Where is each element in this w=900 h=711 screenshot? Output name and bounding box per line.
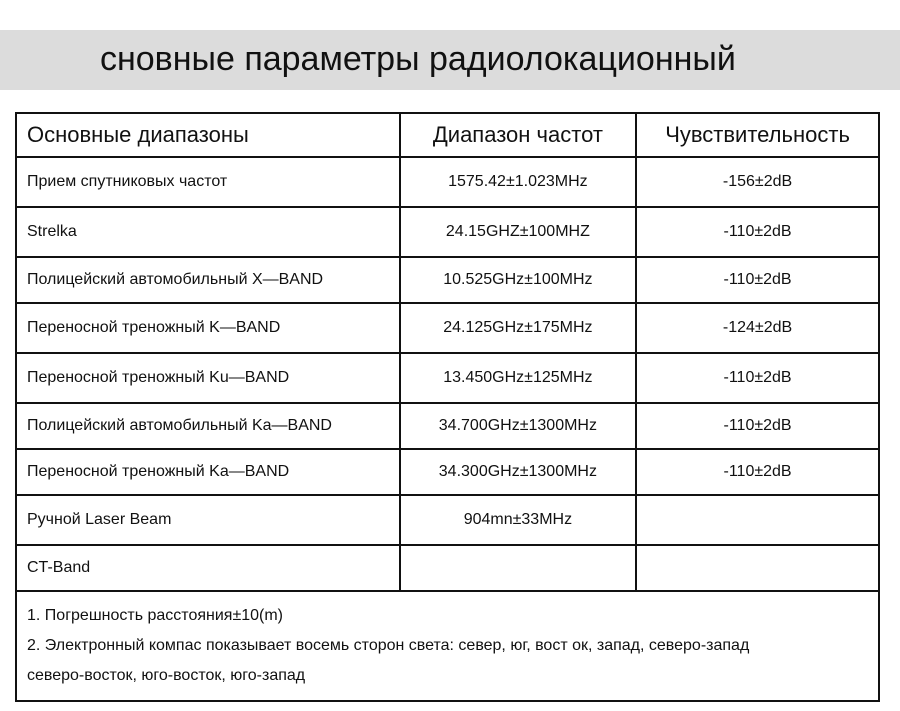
sensitivity-cell: -110±2dB bbox=[636, 403, 879, 449]
frequency-cell: 24.125GHz±175MHz bbox=[400, 303, 636, 353]
sensitivity-cell bbox=[636, 495, 879, 545]
table-row bbox=[16, 257, 879, 303]
specs-table bbox=[15, 112, 880, 702]
table-row bbox=[16, 157, 879, 207]
frequency-cell: 34.300GHz±1300MHz bbox=[400, 449, 636, 495]
band-cell: CT-Band bbox=[16, 545, 400, 591]
note-line: северо-восток, юго-восток, юго-запад bbox=[27, 667, 306, 684]
table-row bbox=[16, 207, 879, 257]
sensitivity-cell: -156±2dB bbox=[636, 157, 879, 207]
table-header-row bbox=[16, 113, 879, 157]
frequency-cell bbox=[400, 545, 636, 591]
band-cell: Полицейский автомобильный Ka—BAND bbox=[16, 403, 400, 449]
sensitivity-cell: -124±2dB bbox=[636, 303, 879, 353]
notes-row bbox=[16, 591, 879, 701]
frequency-cell: 24.15GHZ±100MHZ bbox=[400, 207, 636, 257]
table-row bbox=[16, 449, 879, 495]
header-sensitivity: Чувствительность bbox=[636, 113, 879, 157]
band-cell: Strelka bbox=[16, 207, 400, 257]
frequency-cell: 904mn±33MHz bbox=[400, 495, 636, 545]
band-cell: Переносной треножный Ku—BAND bbox=[16, 353, 400, 403]
frequency-cell: 10.525GHz±100MHz bbox=[400, 257, 636, 303]
sensitivity-cell: -110±2dB bbox=[636, 257, 879, 303]
table-row bbox=[16, 495, 879, 545]
frequency-cell: 1575.42±1.023MHz bbox=[400, 157, 636, 207]
table-row bbox=[16, 403, 879, 449]
note-line: 1. Погрешность расстояния±10(m) bbox=[27, 607, 284, 624]
sensitivity-cell: -110±2dB bbox=[636, 449, 879, 495]
frequency-cell: 34.700GHz±1300MHz bbox=[400, 403, 636, 449]
band-cell: Переносной треножный K—BAND bbox=[16, 303, 400, 353]
table-row bbox=[16, 353, 879, 403]
header-frequency: Диапазон частот bbox=[400, 113, 636, 157]
sensitivity-cell: -110±2dB bbox=[636, 207, 879, 257]
band-cell: Переносной треножный Ka—BAND bbox=[16, 449, 400, 495]
sensitivity-cell: -110±2dB bbox=[636, 353, 879, 403]
sensitivity-cell bbox=[636, 545, 879, 591]
page-title: сновные параметры радиолокационный bbox=[100, 40, 736, 78]
notes-cell bbox=[16, 591, 879, 701]
header-bands: Основные диапазоны bbox=[16, 113, 400, 157]
band-cell: Полицейский автомобильный X—BAND bbox=[16, 257, 400, 303]
table-row bbox=[16, 303, 879, 353]
frequency-cell: 13.450GHz±125MHz bbox=[400, 353, 636, 403]
note-line: 2. Электронный компас показывает восемь сторон света: север, юг, вост ок, запад, северо-запад bbox=[27, 637, 750, 654]
table-row bbox=[16, 545, 879, 591]
band-cell: Прием спутниковых частот bbox=[16, 157, 400, 207]
band-cell: Ручной Laser Beam bbox=[16, 495, 400, 545]
